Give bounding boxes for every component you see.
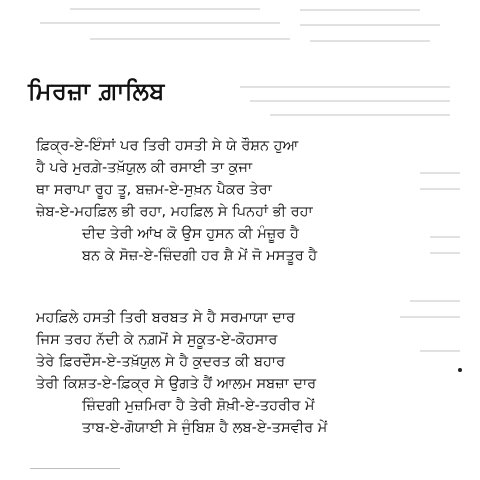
verse-line-indented: ਤਾਬ-ਏ-ਗੋਯਾਈ ਸੇ ਜੁੰਬਿਸ਼ ਹੈ ਲਬ-ਏ-ਤਸਵੀਰ ਮੇਂ [82, 419, 328, 436]
verse-line: ਫ਼ਿਕ੍ਰ-ਏ-ਇੰਸਾਂ ਪਰ ਤਿਰੀ ਹਸਤੀ ਸੇ ਯੇ ਰੌਸ਼ਨ ਹੁਆ [36, 137, 299, 154]
verse-line-indented: ਬਨ ਕੇ ਸੋਜ਼-ਏ-ਜ਼ਿੰਦਗੀ ਹਰ ਸ਼ੈ ਮੇਂ ਜੋ ਮਸਤੂਰ ਹੈ [82, 247, 318, 264]
verse-line: ਤੇਰੀ ਕਿਸ਼ਤ-ਏ-ਫ਼ਿਕ੍ਰ ਸੇ ਉਗਤੇ ਹੈਂ ਆਲਮ ਸਬਜ਼ਾ ਦਾਰ [36, 375, 317, 392]
verse-line: ਮਹਫ਼ਿਲੇ ਹਸਤੀ ਤਿਰੀ ਬਰਬਤ ਸੇ ਹੈ ਸਰਮਾਯਾ ਦਾਰ [36, 309, 295, 326]
verse-line: ਥਾ ਸਰਾਪਾ ਰੂਹ ਤੂ, ਬਜ਼ਮ-ਏ-ਸੁਖ਼ਨ ਪੈਕਰ ਤੇਰਾ [36, 181, 272, 198]
verse-line-indented: ਜ਼ਿੰਦਗੀ ਮੁਜ਼ਮਿਰਾ ਹੈ ਤੇਰੀ ਸ਼ੋਖ਼ੀ-ਏ-ਤਹਰੀਰ ਮੇਂ [82, 397, 315, 414]
ink-speck [458, 368, 462, 372]
verse-line: ਤੇਰੇ ਫ਼ਿਰਦੌਸ-ਏ-ਤਖ਼ੱਯੁਲ ਸੇ ਹੈ ਕੁਦਰਤ ਕੀ ਬਹਾਰ [36, 353, 286, 370]
verse-line: ਜਿਸ ਤਰਹ ਨੱਦੀ ਕੇ ਨਗ਼ਮੋਂ ਸੇ ਸੁਕੂਤ-ਏ-ਕੋਹਸਾਰ [36, 331, 278, 348]
poem-title: ਮਿਰਜ਼ਾ ਗ਼ਾਲਿਬ [28, 77, 165, 105]
verse-line: ਜ਼ੇਬ-ਏ-ਮਹਫ਼ਿਲ ਭੀ ਰਹਾ, ਮਹਫ਼ਿਲ ਸੇ ਪਿਨਹਾਂ ਭੀ ਰਹਾ [36, 203, 313, 220]
footer-rule [30, 468, 120, 469]
verse-line-indented: ਦੀਦ ਤੇਰੀ ਆਂਖ ਕੋ ਉਸ ਹੁਸਨ ਕੀ ਮੰਜ਼ੂਰ ਹੈ [82, 225, 299, 242]
verse-line: ਹੈ ਪਰੇ ਮੁਰਗ਼ੇ-ਤਖ਼ੱਯੁਲ ਕੀ ਰਸਾਈ ਤਾ ਕੁਜਾ [36, 159, 253, 176]
